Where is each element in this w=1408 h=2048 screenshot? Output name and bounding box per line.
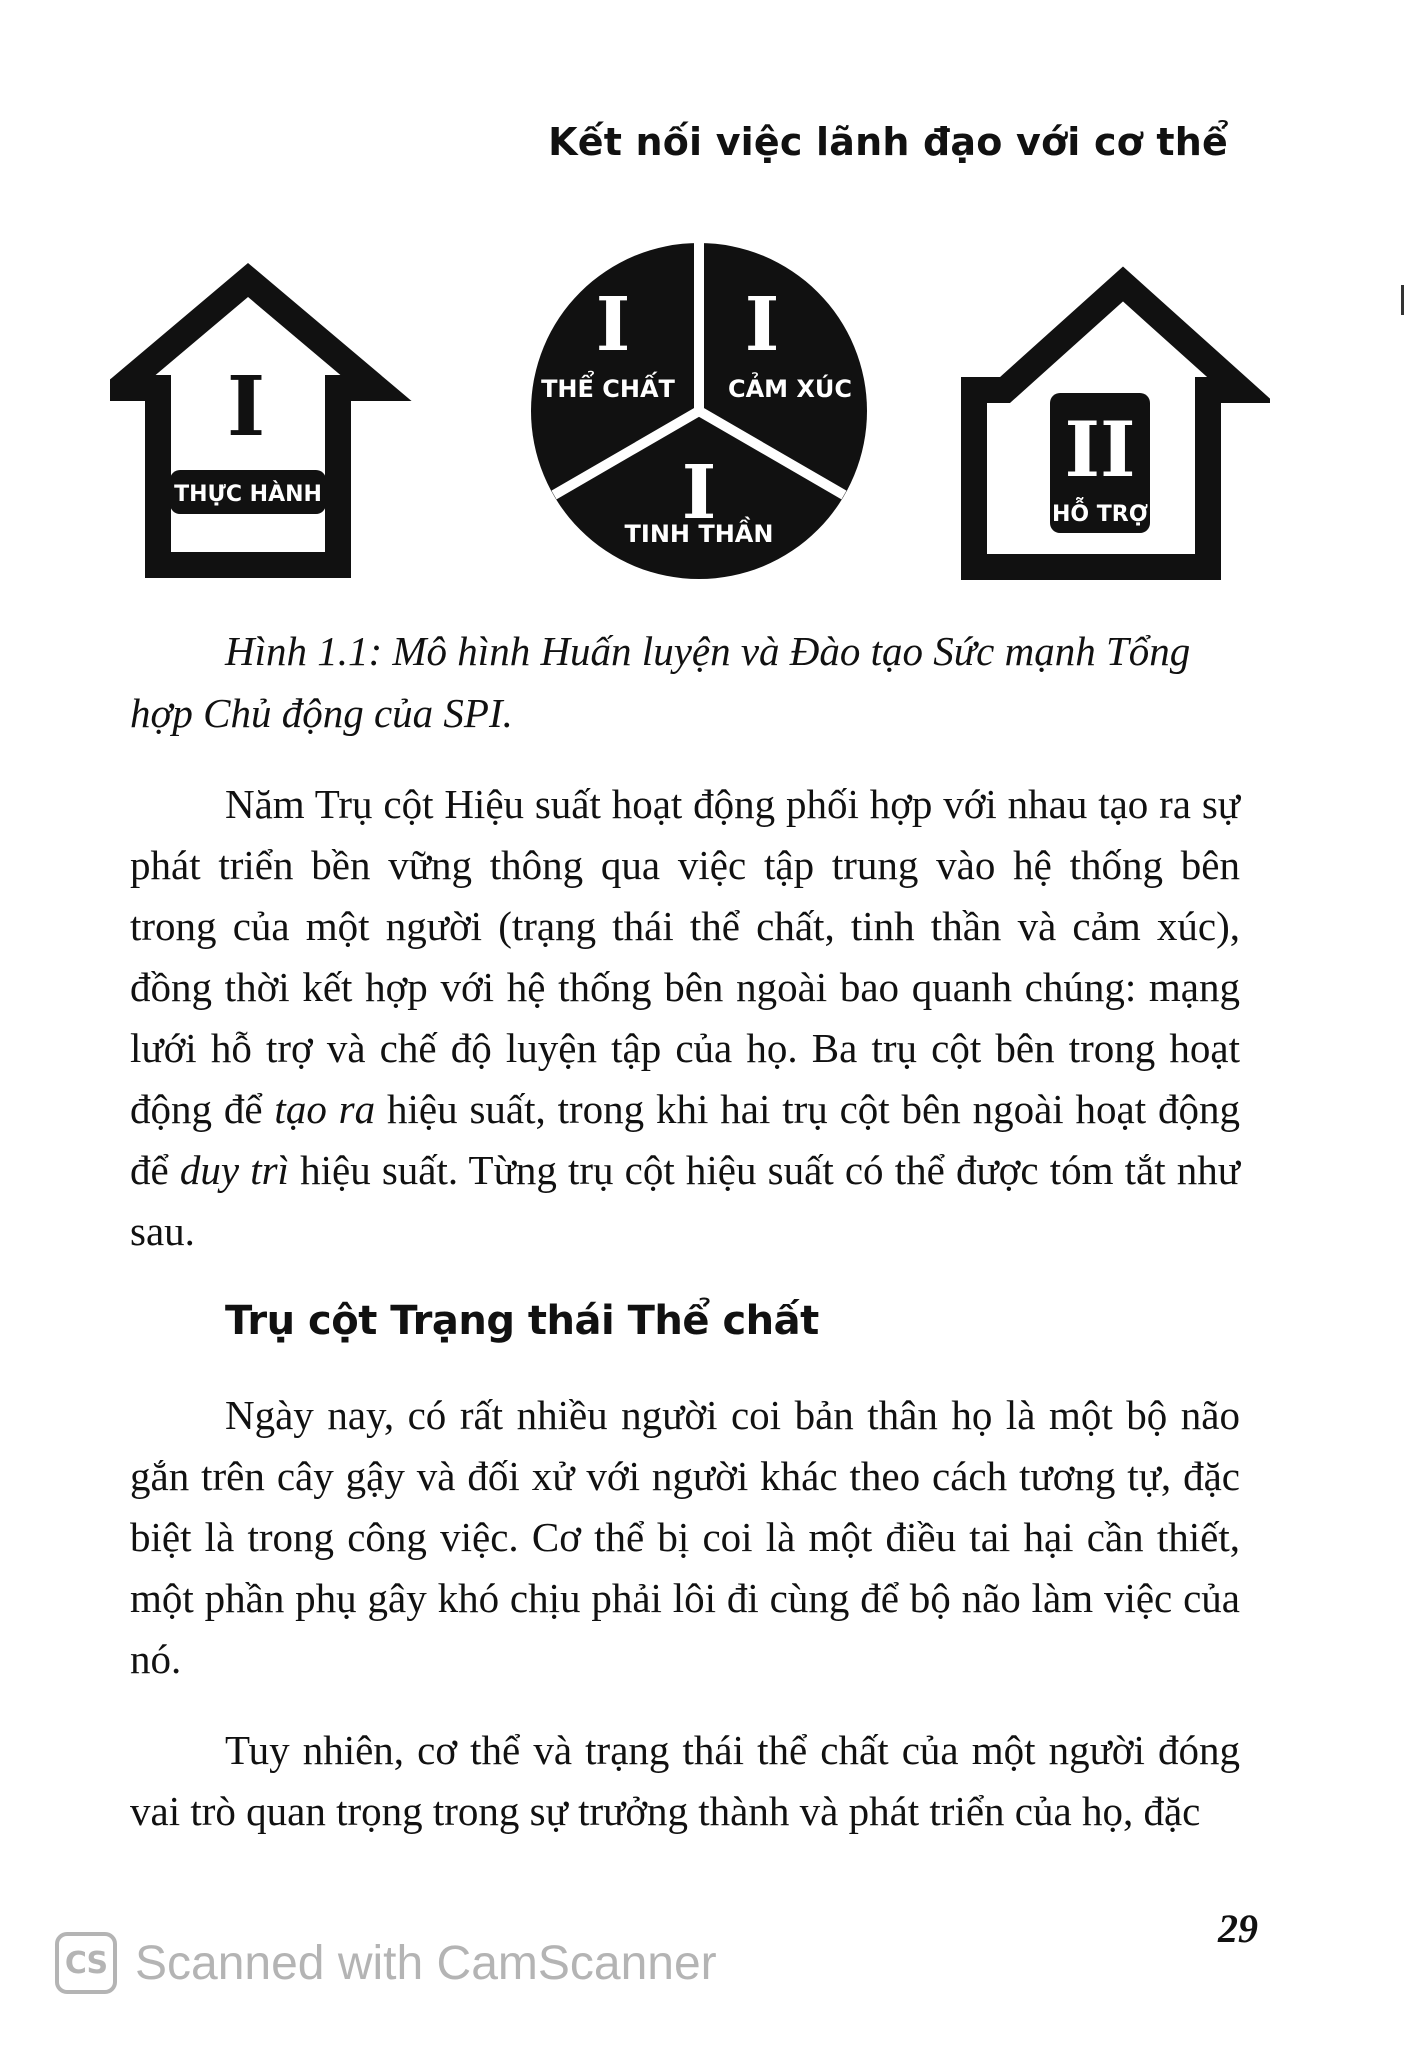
paragraph-emphasis: tạo ra xyxy=(274,1086,376,1132)
paragraph-text: Tuy nhiên, cơ thể và trạng thái thể chất của một người đóng vai trò quan trọng trong sự trưởng thành và phát triển của họ, đặc xyxy=(130,1727,1240,1834)
section-heading: Trụ cột Trạng thái Thể chất xyxy=(225,1298,819,1344)
running-head: Kết nối việc lãnh đạo với cơ thể xyxy=(548,120,1228,164)
paragraph-physical-1 xyxy=(130,1385,1240,1690)
scan-edge-mark xyxy=(1401,285,1404,315)
paragraph-text: Năm Trụ cột Hiệu suất hoạt động phối hợp với nhau tạo ra sự phát triển bền vững thông qua việc tập trung vào hệ thống bên trong của một người (trạng thái thể chất, tinh thần và cảm xúc), đồng thời kết hợp với hệ thống bên ngoài bao quanh chúng: mạng lưới hỗ trợ và chế độ luyện tập của họ. Ba trụ cột bên trong hoạt động để xyxy=(130,781,1240,1132)
pillar-circle xyxy=(531,243,867,579)
house-left xyxy=(120,280,376,565)
house-left-label: THỰC HÀNH xyxy=(174,482,322,507)
pillar-icon: I xyxy=(681,450,717,536)
paragraph-text: hiệu suất. Từng trụ cột hiệu suất có thể được tóm tắt như sau. xyxy=(130,1147,1241,1254)
spi-model-figure xyxy=(110,230,1270,590)
pillar-icon: I xyxy=(595,282,631,368)
figure-caption xyxy=(130,620,1240,744)
circle-top-right-label: CẢM XÚC xyxy=(727,375,853,403)
watermark-text: Scanned with CamScanner xyxy=(135,1936,717,1990)
circle-bottom-label: TINH THẦN xyxy=(624,520,774,548)
pillar-icon: I xyxy=(226,359,266,455)
paragraph-emphasis: duy trì xyxy=(179,1147,289,1193)
house-right xyxy=(974,284,1241,567)
paragraph-pillars-intro xyxy=(130,774,1240,1262)
figure-caption-text: Hình 1.1: Mô hình Huấn luyện và Đào tạo Sức mạnh Tổng hợp Chủ động của SPI. xyxy=(130,628,1191,736)
circle-top-left-label: THỂ CHẤT xyxy=(541,375,675,403)
paragraph-physical-2 xyxy=(130,1720,1240,1842)
paragraph-text: hiệu suất, trong khi hai trụ cột bên ngoài hoạt động để xyxy=(130,1086,1240,1193)
pillar-icon: I xyxy=(744,282,780,368)
paragraph-text: Ngày nay, có rất nhiều người coi bản thân họ là một bộ não gắn trên cây gậy và đối xử với người khác theo cách tương tự, đặc biệt là trong công việc. Cơ thể bị coi là một điều tai hại cần thiết, một phần phụ gây khó chịu phải lôi đi cùng để bộ não làm việc của nó. xyxy=(130,1392,1240,1682)
spi-model-diagram xyxy=(110,230,1270,590)
page-number: 29 xyxy=(1218,1906,1258,1951)
camscanner-watermark xyxy=(55,1932,717,1994)
camscanner-logo-icon: CS xyxy=(55,1932,117,1994)
double-pillar-icon: II xyxy=(1064,405,1136,494)
house-right-label: HỖ TRỢ xyxy=(1052,502,1148,527)
